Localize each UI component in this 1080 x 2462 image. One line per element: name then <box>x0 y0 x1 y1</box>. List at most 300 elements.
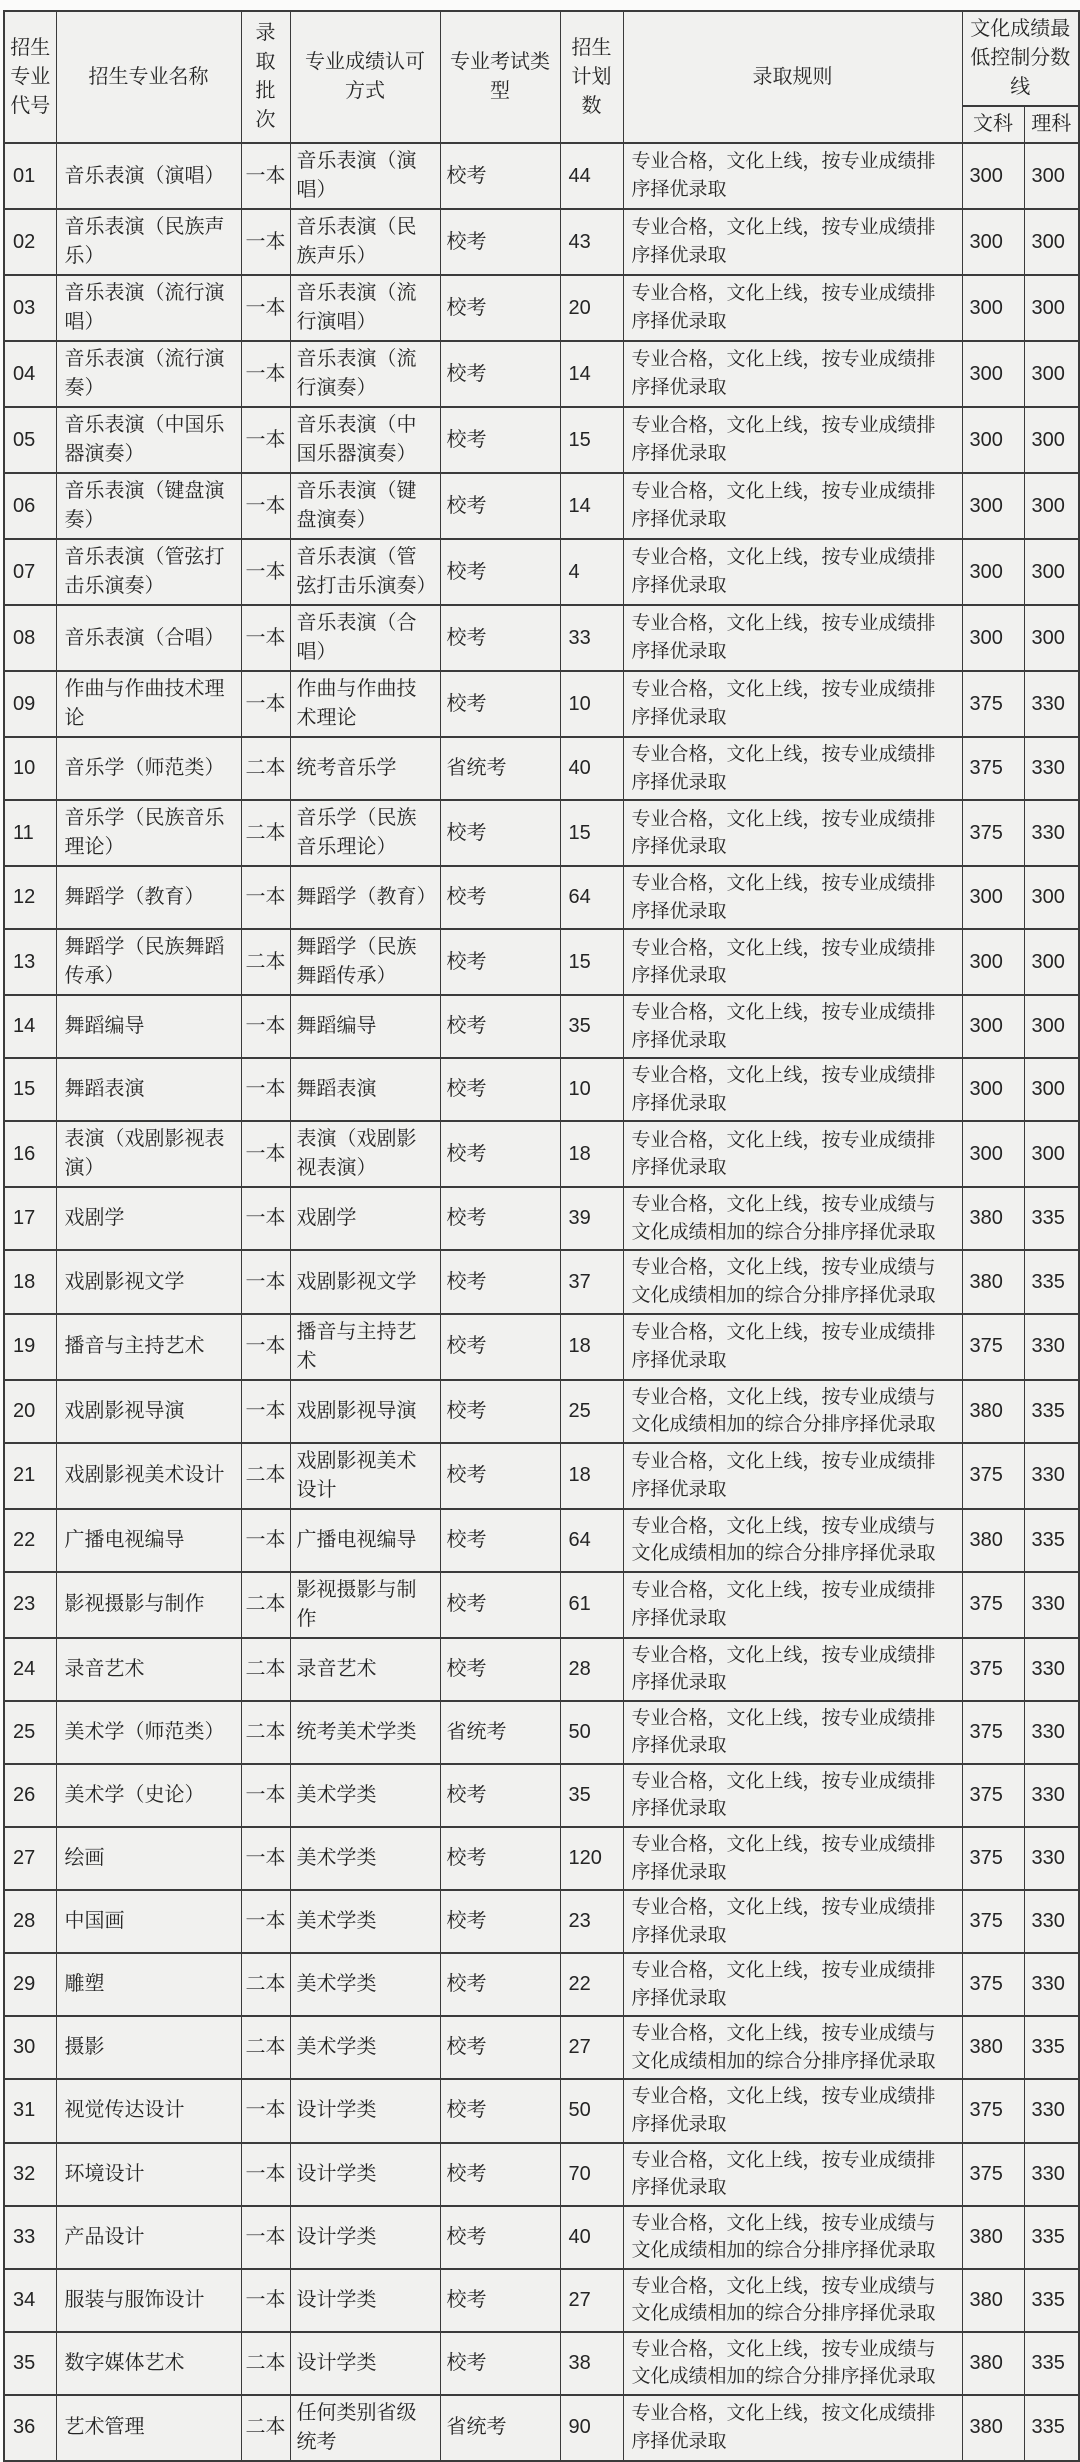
cell-method: 设计学类 <box>290 2206 440 2269</box>
header-plan-count: 招生计划数 <box>560 11 623 143</box>
cell-rule: 专业合格，文化上线，按专业成绩排序择优录取 <box>623 341 962 407</box>
table-row <box>4 1380 1079 1443</box>
cell-batch: 二本 <box>241 929 290 995</box>
table-row <box>4 1058 1079 1121</box>
cell-batch: 一本 <box>241 2079 290 2142</box>
cell-major-code: 06 <box>4 473 56 539</box>
cell-major-name: 戏剧学 <box>56 1187 241 1250</box>
cell-method: 舞蹈编导 <box>290 995 440 1058</box>
cell-liberal-score: 375 <box>962 1764 1024 1827</box>
cell-major-name: 播音与主持艺术 <box>56 1314 241 1380</box>
cell-plan-count: 35 <box>560 995 623 1058</box>
cell-major-code: 31 <box>4 2079 56 2142</box>
cell-rule: 专业合格，文化上线，按专业成绩排序择优录取 <box>623 737 962 800</box>
cell-liberal-score: 375 <box>962 671 1024 737</box>
cell-plan-count: 90 <box>560 2395 623 2461</box>
cell-major-name: 舞蹈学（民族舞蹈传承） <box>56 929 241 995</box>
cell-rule: 专业合格，文化上线，按专业成绩排序择优录取 <box>623 209 962 275</box>
cell-method: 美术学类 <box>290 1890 440 1953</box>
cell-batch: 一本 <box>241 1314 290 1380</box>
cell-method: 播音与主持艺术 <box>290 1314 440 1380</box>
cell-batch: 一本 <box>241 671 290 737</box>
cell-major-code: 21 <box>4 1443 56 1509</box>
cell-method: 统考美术学类 <box>290 1701 440 1764</box>
cell-plan-count: 28 <box>560 1638 623 1701</box>
cell-method: 录音艺术 <box>290 1638 440 1701</box>
cell-major-name: 艺术管理 <box>56 2395 241 2461</box>
cell-major-code: 08 <box>4 605 56 671</box>
cell-major-name: 戏剧影视导演 <box>56 1380 241 1443</box>
cell-rule: 专业合格，文化上线，按专业成绩排序择优录取 <box>623 1572 962 1638</box>
cell-liberal-score: 375 <box>962 2143 1024 2206</box>
cell-science-score: 330 <box>1024 800 1079 866</box>
cell-exam-type: 省统考 <box>440 737 560 800</box>
cell-major-code: 32 <box>4 2143 56 2206</box>
cell-major-name: 音乐表演（键盘演奏） <box>56 473 241 539</box>
header-admission-batch: 录取批次 <box>241 11 290 143</box>
cell-science-score: 330 <box>1024 1764 1079 1827</box>
table-row <box>4 1187 1079 1250</box>
cell-batch: 一本 <box>241 995 290 1058</box>
cell-major-code: 19 <box>4 1314 56 1380</box>
cell-plan-count: 43 <box>560 209 623 275</box>
cell-liberal-score: 380 <box>962 1380 1024 1443</box>
table-row <box>4 1314 1079 1380</box>
cell-rule: 专业合格，文化上线，按专业成绩排序择优录取 <box>623 2143 962 2206</box>
cell-rule: 专业合格，文化上线，按专业成绩排序择优录取 <box>623 1701 962 1764</box>
cell-plan-count: 18 <box>560 1443 623 1509</box>
cell-major-code: 01 <box>4 143 56 209</box>
cell-batch: 一本 <box>241 539 290 605</box>
cell-major-code: 34 <box>4 2269 56 2332</box>
cell-science-score: 330 <box>1024 1701 1079 1764</box>
cell-plan-count: 61 <box>560 1572 623 1638</box>
table-row <box>4 2016 1079 2079</box>
table-body <box>4 143 1079 2461</box>
cell-major-name: 环境设计 <box>56 2143 241 2206</box>
cell-liberal-score: 380 <box>962 2206 1024 2269</box>
cell-batch: 二本 <box>241 737 290 800</box>
cell-major-code: 02 <box>4 209 56 275</box>
cell-science-score: 330 <box>1024 2079 1079 2142</box>
table-row <box>4 800 1079 866</box>
cell-major-name: 戏剧影视文学 <box>56 1250 241 1313</box>
table-row <box>4 929 1079 995</box>
cell-liberal-score: 380 <box>962 1250 1024 1313</box>
cell-plan-count: 22 <box>560 1953 623 2016</box>
cell-plan-count: 50 <box>560 2079 623 2142</box>
cell-plan-count: 40 <box>560 2206 623 2269</box>
cell-method: 戏剧影视文学 <box>290 1250 440 1313</box>
cell-method: 统考音乐学 <box>290 737 440 800</box>
cell-batch: 二本 <box>241 2016 290 2079</box>
cell-major-name: 视觉传达设计 <box>56 2079 241 2142</box>
cell-rule: 专业合格，文化上线，按专业成绩排序择优录取 <box>623 1314 962 1380</box>
cell-method: 音乐表演（民族声乐） <box>290 209 440 275</box>
cell-batch: 二本 <box>241 800 290 866</box>
cell-rule: 专业合格，文化上线，按专业成绩排序择优录取 <box>623 275 962 341</box>
table-row <box>4 1250 1079 1313</box>
cell-exam-type: 校考 <box>440 2143 560 2206</box>
cell-exam-type: 校考 <box>440 605 560 671</box>
cell-method: 任何类别省级统考 <box>290 2395 440 2461</box>
table-row <box>4 1443 1079 1509</box>
cell-major-code: 13 <box>4 929 56 995</box>
cell-liberal-score: 375 <box>962 1638 1024 1701</box>
cell-major-name: 影视摄影与制作 <box>56 1572 241 1638</box>
cell-liberal-score: 375 <box>962 1314 1024 1380</box>
table-row <box>4 605 1079 671</box>
cell-liberal-score: 300 <box>962 209 1024 275</box>
table-row <box>4 2332 1079 2395</box>
cell-science-score: 300 <box>1024 473 1079 539</box>
cell-batch: 一本 <box>241 605 290 671</box>
cell-plan-count: 18 <box>560 1314 623 1380</box>
cell-plan-count: 44 <box>560 143 623 209</box>
cell-batch: 一本 <box>241 2269 290 2332</box>
cell-plan-count: 64 <box>560 1509 623 1572</box>
cell-method: 设计学类 <box>290 2079 440 2142</box>
cell-major-name: 音乐表演（流行演奏） <box>56 341 241 407</box>
cell-science-score: 330 <box>1024 1572 1079 1638</box>
header-row-main <box>4 11 1079 106</box>
cell-exam-type: 校考 <box>440 800 560 866</box>
cell-major-name: 美术学（师范类） <box>56 1701 241 1764</box>
cell-major-name: 雕塑 <box>56 1953 241 2016</box>
cell-major-name: 音乐表演（流行演唱） <box>56 275 241 341</box>
cell-science-score: 300 <box>1024 1121 1079 1187</box>
cell-rule: 专业合格，文化上线，按专业成绩排序择优录取 <box>623 1638 962 1701</box>
cell-batch: 一本 <box>241 1250 290 1313</box>
table-row <box>4 866 1079 929</box>
cell-method: 音乐表演（键盘演奏） <box>290 473 440 539</box>
cell-batch: 一本 <box>241 275 290 341</box>
cell-batch: 一本 <box>241 1121 290 1187</box>
cell-method: 美术学类 <box>290 2016 440 2079</box>
cell-plan-count: 10 <box>560 1058 623 1121</box>
cell-major-code: 17 <box>4 1187 56 1250</box>
cell-batch: 一本 <box>241 1187 290 1250</box>
cell-major-code: 29 <box>4 1953 56 2016</box>
cell-exam-type: 校考 <box>440 1380 560 1443</box>
cell-rule: 专业合格，文化上线，按专业成绩排序择优录取 <box>623 866 962 929</box>
cell-method: 戏剧学 <box>290 1187 440 1250</box>
cell-science-score: 300 <box>1024 209 1079 275</box>
cell-method: 音乐表演（管弦打击乐演奏） <box>290 539 440 605</box>
table-row <box>4 341 1079 407</box>
cell-major-code: 09 <box>4 671 56 737</box>
cell-rule: 专业合格，文化上线，按专业成绩与文化成绩相加的综合分排序择优录取 <box>623 2206 962 2269</box>
header-exam-type: 专业考试类型 <box>440 11 560 143</box>
cell-batch: 一本 <box>241 1890 290 1953</box>
cell-liberal-score: 375 <box>962 1890 1024 1953</box>
cell-plan-count: 38 <box>560 2332 623 2395</box>
cell-method: 音乐表演（流行演奏） <box>290 341 440 407</box>
cell-science-score: 300 <box>1024 143 1079 209</box>
cell-major-code: 12 <box>4 866 56 929</box>
cell-liberal-score: 300 <box>962 539 1024 605</box>
cell-major-code: 11 <box>4 800 56 866</box>
cell-exam-type: 校考 <box>440 473 560 539</box>
cell-method: 设计学类 <box>290 2143 440 2206</box>
cell-major-name: 表演（戏剧影视表演） <box>56 1121 241 1187</box>
cell-plan-count: 18 <box>560 1121 623 1187</box>
cell-science-score: 335 <box>1024 1250 1079 1313</box>
cell-exam-type: 校考 <box>440 1827 560 1890</box>
table-row <box>4 1764 1079 1827</box>
cell-method: 舞蹈学（民族舞蹈传承） <box>290 929 440 995</box>
cell-exam-type: 校考 <box>440 671 560 737</box>
cell-liberal-score: 375 <box>962 2079 1024 2142</box>
cell-plan-count: 25 <box>560 1380 623 1443</box>
cell-liberal-score: 375 <box>962 1443 1024 1509</box>
cell-exam-type: 校考 <box>440 407 560 473</box>
cell-major-code: 15 <box>4 1058 56 1121</box>
cell-batch: 一本 <box>241 2206 290 2269</box>
cell-rule: 专业合格，文化上线，按专业成绩排序择优录取 <box>623 1443 962 1509</box>
cell-exam-type: 校考 <box>440 2016 560 2079</box>
cell-rule: 专业合格，文化上线，按专业成绩排序择优录取 <box>623 605 962 671</box>
cell-exam-type: 校考 <box>440 995 560 1058</box>
cell-exam-type: 校考 <box>440 1638 560 1701</box>
cell-major-name: 作曲与作曲技术理论 <box>56 671 241 737</box>
cell-exam-type: 校考 <box>440 1187 560 1250</box>
cell-major-name: 数字媒体艺术 <box>56 2332 241 2395</box>
cell-liberal-score: 380 <box>962 2332 1024 2395</box>
cell-exam-type: 省统考 <box>440 1701 560 1764</box>
cell-liberal-score: 300 <box>962 1058 1024 1121</box>
cell-exam-type: 校考 <box>440 539 560 605</box>
cell-major-code: 23 <box>4 1572 56 1638</box>
cell-method: 设计学类 <box>290 2332 440 2395</box>
header-admission-rule: 录取规则 <box>623 11 962 143</box>
cell-rule: 专业合格，文化上线，按专业成绩与文化成绩相加的综合分排序择优录取 <box>623 1380 962 1443</box>
cell-plan-count: 27 <box>560 2016 623 2079</box>
cell-exam-type: 校考 <box>440 1890 560 1953</box>
cell-method: 音乐表演（中国乐器演奏） <box>290 407 440 473</box>
cell-liberal-score: 375 <box>962 800 1024 866</box>
table-row <box>4 143 1079 209</box>
cell-major-name: 舞蹈编导 <box>56 995 241 1058</box>
cell-major-name: 音乐表演（民族声乐） <box>56 209 241 275</box>
cell-science-score: 300 <box>1024 407 1079 473</box>
table-row <box>4 473 1079 539</box>
cell-science-score: 300 <box>1024 866 1079 929</box>
cell-science-score: 330 <box>1024 1638 1079 1701</box>
cell-exam-type: 校考 <box>440 341 560 407</box>
cell-exam-type: 校考 <box>440 2269 560 2332</box>
cell-liberal-score: 375 <box>962 1572 1024 1638</box>
table-row <box>4 1827 1079 1890</box>
table-row <box>4 1121 1079 1187</box>
cell-batch: 一本 <box>241 1764 290 1827</box>
header-culture-score-line: 文化成绩最低控制分数线 <box>962 11 1079 106</box>
cell-batch: 一本 <box>241 473 290 539</box>
cell-plan-count: 120 <box>560 1827 623 1890</box>
cell-liberal-score: 300 <box>962 143 1024 209</box>
cell-major-name: 音乐学（师范类） <box>56 737 241 800</box>
cell-major-name: 音乐表演（演唱） <box>56 143 241 209</box>
cell-liberal-score: 300 <box>962 341 1024 407</box>
cell-rule: 专业合格，文化上线，按专业成绩与文化成绩相加的综合分排序择优录取 <box>623 2332 962 2395</box>
cell-liberal-score: 375 <box>962 1701 1024 1764</box>
cell-liberal-score: 380 <box>962 2269 1024 2332</box>
cell-science-score: 330 <box>1024 1443 1079 1509</box>
cell-major-name: 绘画 <box>56 1827 241 1890</box>
cell-exam-type: 校考 <box>440 1764 560 1827</box>
cell-major-code: 26 <box>4 1764 56 1827</box>
cell-method: 戏剧影视美术设计 <box>290 1443 440 1509</box>
cell-batch: 二本 <box>241 1701 290 1764</box>
cell-major-name: 广播电视编导 <box>56 1509 241 1572</box>
cell-major-code: 22 <box>4 1509 56 1572</box>
cell-major-name: 舞蹈学（教育） <box>56 866 241 929</box>
table-row <box>4 1890 1079 1953</box>
cell-major-code: 16 <box>4 1121 56 1187</box>
cell-plan-count: 15 <box>560 800 623 866</box>
cell-rule: 专业合格，文化上线，按专业成绩排序择优录取 <box>623 1890 962 1953</box>
cell-major-name: 舞蹈表演 <box>56 1058 241 1121</box>
cell-major-code: 27 <box>4 1827 56 1890</box>
cell-major-name: 音乐学（民族音乐理论） <box>56 800 241 866</box>
cell-batch: 一本 <box>241 1058 290 1121</box>
cell-science-score: 335 <box>1024 2395 1079 2461</box>
cell-exam-type: 校考 <box>440 209 560 275</box>
cell-plan-count: 39 <box>560 1187 623 1250</box>
cell-science-score: 300 <box>1024 539 1079 605</box>
cell-method: 广播电视编导 <box>290 1509 440 1572</box>
cell-major-name: 产品设计 <box>56 2206 241 2269</box>
cell-exam-type: 校考 <box>440 1572 560 1638</box>
cell-batch: 一本 <box>241 341 290 407</box>
cell-method: 音乐学（民族音乐理论） <box>290 800 440 866</box>
cell-plan-count: 27 <box>560 2269 623 2332</box>
cell-batch: 二本 <box>241 1638 290 1701</box>
cell-science-score: 335 <box>1024 1380 1079 1443</box>
cell-major-code: 33 <box>4 2206 56 2269</box>
cell-exam-type: 校考 <box>440 143 560 209</box>
cell-plan-count: 10 <box>560 671 623 737</box>
cell-science-score: 330 <box>1024 1827 1079 1890</box>
header-major-code: 招生专业代号 <box>4 11 56 143</box>
cell-liberal-score: 300 <box>962 995 1024 1058</box>
header-major-name: 招生专业名称 <box>56 11 241 143</box>
table-row <box>4 2143 1079 2206</box>
cell-method: 作曲与作曲技术理论 <box>290 671 440 737</box>
cell-science-score: 330 <box>1024 1953 1079 2016</box>
cell-science-score: 300 <box>1024 341 1079 407</box>
cell-major-code: 20 <box>4 1380 56 1443</box>
cell-science-score: 300 <box>1024 275 1079 341</box>
cell-liberal-score: 300 <box>962 929 1024 995</box>
cell-major-name: 音乐表演（管弦打击乐演奏） <box>56 539 241 605</box>
cell-major-name: 音乐表演（合唱） <box>56 605 241 671</box>
cell-science-score: 300 <box>1024 995 1079 1058</box>
cell-plan-count: 14 <box>560 341 623 407</box>
cell-rule: 专业合格，文化上线，按专业成绩排序择优录取 <box>623 929 962 995</box>
cell-rule: 专业合格，文化上线，按专业成绩排序择优录取 <box>623 1764 962 1827</box>
cell-method: 音乐表演（演唱） <box>290 143 440 209</box>
cell-rule: 专业合格，文化上线，按专业成绩排序择优录取 <box>623 143 962 209</box>
cell-liberal-score: 300 <box>962 407 1024 473</box>
cell-method: 戏剧影视导演 <box>290 1380 440 1443</box>
cell-major-code: 04 <box>4 341 56 407</box>
cell-major-name: 服装与服饰设计 <box>56 2269 241 2332</box>
cell-exam-type: 校考 <box>440 1058 560 1121</box>
cell-exam-type: 省统考 <box>440 2395 560 2461</box>
cell-science-score: 300 <box>1024 929 1079 995</box>
table-row <box>4 1572 1079 1638</box>
cell-method: 设计学类 <box>290 2269 440 2332</box>
header-score-recognition-method: 专业成绩认可方式 <box>290 11 440 143</box>
cell-liberal-score: 380 <box>962 1509 1024 1572</box>
cell-batch: 二本 <box>241 2332 290 2395</box>
cell-liberal-score: 375 <box>962 737 1024 800</box>
cell-batch: 二本 <box>241 1572 290 1638</box>
cell-method: 音乐表演（合唱） <box>290 605 440 671</box>
cell-plan-count: 4 <box>560 539 623 605</box>
table-row <box>4 1509 1079 1572</box>
cell-liberal-score: 380 <box>962 1187 1024 1250</box>
cell-science-score: 335 <box>1024 2206 1079 2269</box>
cell-method: 舞蹈表演 <box>290 1058 440 1121</box>
cell-major-code: 28 <box>4 1890 56 1953</box>
cell-science-score: 330 <box>1024 1314 1079 1380</box>
cell-liberal-score: 375 <box>962 1953 1024 2016</box>
cell-rule: 专业合格，文化上线，按专业成绩排序择优录取 <box>623 473 962 539</box>
cell-plan-count: 33 <box>560 605 623 671</box>
cell-major-code: 36 <box>4 2395 56 2461</box>
cell-liberal-score: 300 <box>962 605 1024 671</box>
cell-batch: 二本 <box>241 1443 290 1509</box>
cell-batch: 一本 <box>241 209 290 275</box>
cell-rule: 专业合格，文化上线，按专业成绩与文化成绩相加的综合分排序择优录取 <box>623 1187 962 1250</box>
cell-science-score: 300 <box>1024 1058 1079 1121</box>
cell-method: 美术学类 <box>290 1827 440 1890</box>
cell-science-score: 335 <box>1024 2016 1079 2079</box>
cell-major-code: 25 <box>4 1701 56 1764</box>
cell-exam-type: 校考 <box>440 1443 560 1509</box>
cell-science-score: 335 <box>1024 2269 1079 2332</box>
cell-plan-count: 15 <box>560 929 623 995</box>
cell-liberal-score: 380 <box>962 2016 1024 2079</box>
cell-rule: 专业合格，文化上线，按专业成绩排序择优录取 <box>623 800 962 866</box>
table-row <box>4 2079 1079 2142</box>
cell-science-score: 335 <box>1024 1187 1079 1250</box>
cell-exam-type: 校考 <box>440 1121 560 1187</box>
cell-exam-type: 校考 <box>440 2206 560 2269</box>
cell-method: 舞蹈学（教育） <box>290 866 440 929</box>
table-row <box>4 1638 1079 1701</box>
cell-rule: 专业合格，文化上线，按专业成绩与文化成绩相加的综合分排序择优录取 <box>623 1250 962 1313</box>
cell-rule: 专业合格，文化上线，按专业成绩与文化成绩相加的综合分排序择优录取 <box>623 2016 962 2079</box>
cell-rule: 专业合格，文化上线，按专业成绩与文化成绩相加的综合分排序择优录取 <box>623 2269 962 2332</box>
cell-liberal-score: 300 <box>962 1121 1024 1187</box>
cell-plan-count: 14 <box>560 473 623 539</box>
table-row <box>4 671 1079 737</box>
cell-plan-count: 40 <box>560 737 623 800</box>
cell-plan-count: 23 <box>560 1890 623 1953</box>
cell-liberal-score: 300 <box>962 473 1024 539</box>
cell-exam-type: 校考 <box>440 1953 560 2016</box>
table-row <box>4 1701 1079 1764</box>
cell-major-name: 美术学（史论） <box>56 1764 241 1827</box>
table-row <box>4 275 1079 341</box>
cell-plan-count: 15 <box>560 407 623 473</box>
cell-batch: 二本 <box>241 2395 290 2461</box>
cell-major-name: 摄影 <box>56 2016 241 2079</box>
cell-rule: 专业合格，文化上线，按专业成绩与文化成绩相加的综合分排序择优录取 <box>623 1509 962 1572</box>
